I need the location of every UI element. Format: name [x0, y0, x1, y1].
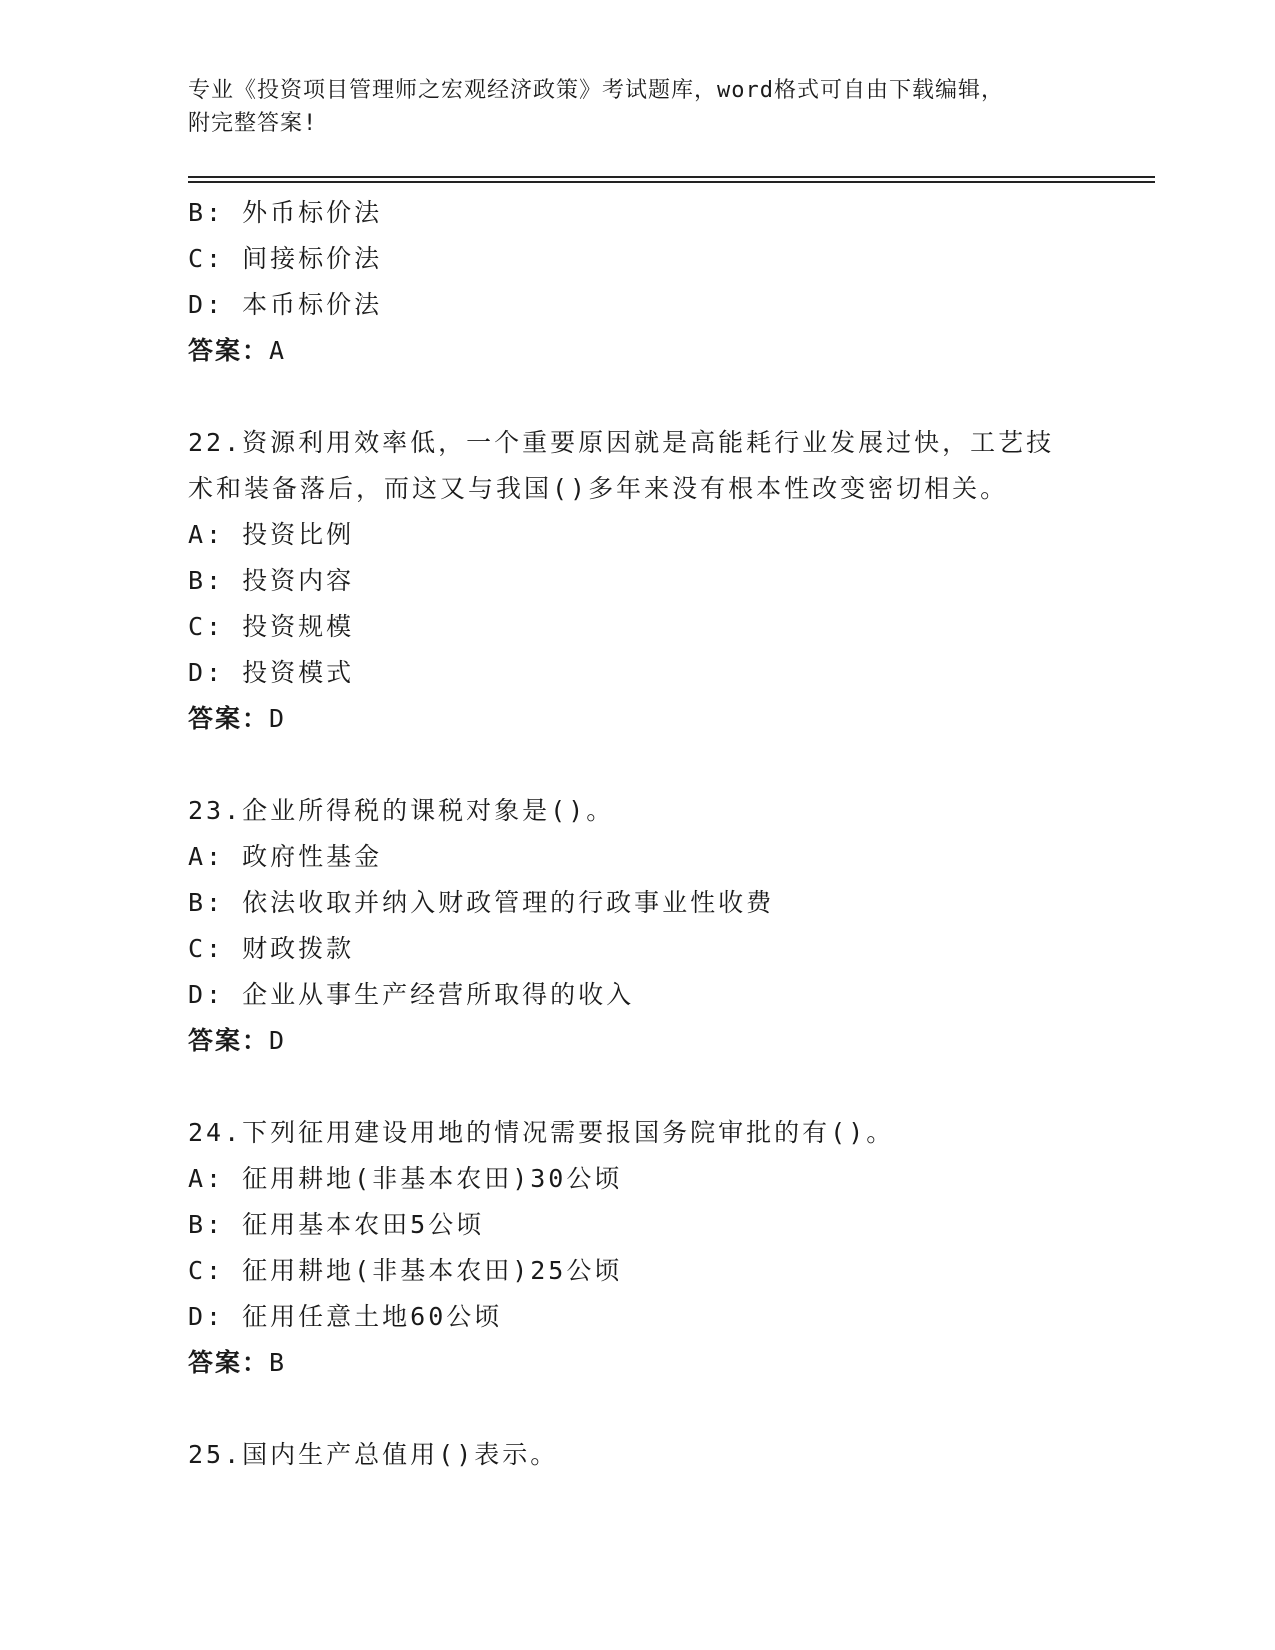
- answer-label: 答案：: [188, 1348, 270, 1377]
- question-list: [188, 190, 1088, 1478]
- option-b: B: 依法收取并纳入财政管理的行政事业性收费: [188, 888, 775, 917]
- spacer: [188, 742, 1088, 788]
- question-stem-line: 25.国内生产总值用()表示。: [188, 1440, 559, 1469]
- option-b: B: 征用基本农田5公顷: [188, 1210, 485, 1239]
- header-line-2: 附完整答案!: [188, 111, 318, 136]
- option-d: D: 企业从事生产经营所取得的收入: [188, 980, 635, 1009]
- option-b: B: 外币标价法: [188, 198, 383, 227]
- option-a: A: 投资比例: [188, 520, 355, 549]
- option-d: D: 投资模式: [188, 658, 355, 687]
- answer-value: D: [269, 1026, 286, 1055]
- question-24: [188, 1110, 1088, 1386]
- question-stem-line: 术和装备落后，而这又与我国()多年来没有根本性改变密切相关。: [188, 474, 1009, 503]
- question-stem-line: 24.下列征用建设用地的情况需要报国务院审批的有()。: [188, 1118, 895, 1147]
- answer-line: [188, 1340, 1088, 1386]
- option-b: B: 投资内容: [188, 566, 355, 595]
- question-22: [188, 420, 1088, 742]
- header-divider-top: [188, 176, 1155, 178]
- question-23: [188, 788, 1088, 1064]
- option-c: C: 间接标价法: [188, 244, 383, 273]
- spacer: [188, 374, 1088, 420]
- answer-value: D: [269, 704, 286, 733]
- answer-label: 答案：: [188, 336, 270, 365]
- option-c: C: 投资规模: [188, 612, 355, 641]
- option-d: D: 本币标价法: [188, 290, 383, 319]
- option-c: C: 征用耕地(非基本农田)25公顷: [188, 1256, 623, 1285]
- answer-line: [188, 696, 1088, 742]
- spacer: [188, 1386, 1088, 1432]
- option-d: D: 征用任意土地60公顷: [188, 1302, 503, 1331]
- question-25: [188, 1432, 1088, 1478]
- question-stem-line: 23.企业所得税的课税对象是()。: [188, 796, 615, 825]
- answer-label: 答案：: [188, 704, 270, 733]
- answer-value: A: [269, 336, 286, 365]
- header-line-1: 专业《投资项目管理师之宏观经济政策》考试题库，word格式可自由下载编辑，: [188, 78, 1004, 103]
- spacer: [188, 1064, 1088, 1110]
- answer-line: [188, 1018, 1088, 1064]
- question-stem-line: 22.资源利用效率低，一个重要原因就是高能耗行业发展过快，工艺技: [188, 428, 1055, 457]
- option-a: A: 政府性基金: [188, 842, 383, 871]
- answer-line: [188, 328, 1088, 374]
- answer-label: 答案：: [188, 1026, 270, 1055]
- header-divider-bottom: [188, 181, 1155, 183]
- option-a: A: 征用耕地(非基本农田)30公顷: [188, 1164, 623, 1193]
- answer-value: B: [269, 1348, 286, 1377]
- document-header: [188, 74, 1088, 140]
- option-c: C: 财政拨款: [188, 934, 355, 963]
- prev-question-block: [188, 190, 1088, 374]
